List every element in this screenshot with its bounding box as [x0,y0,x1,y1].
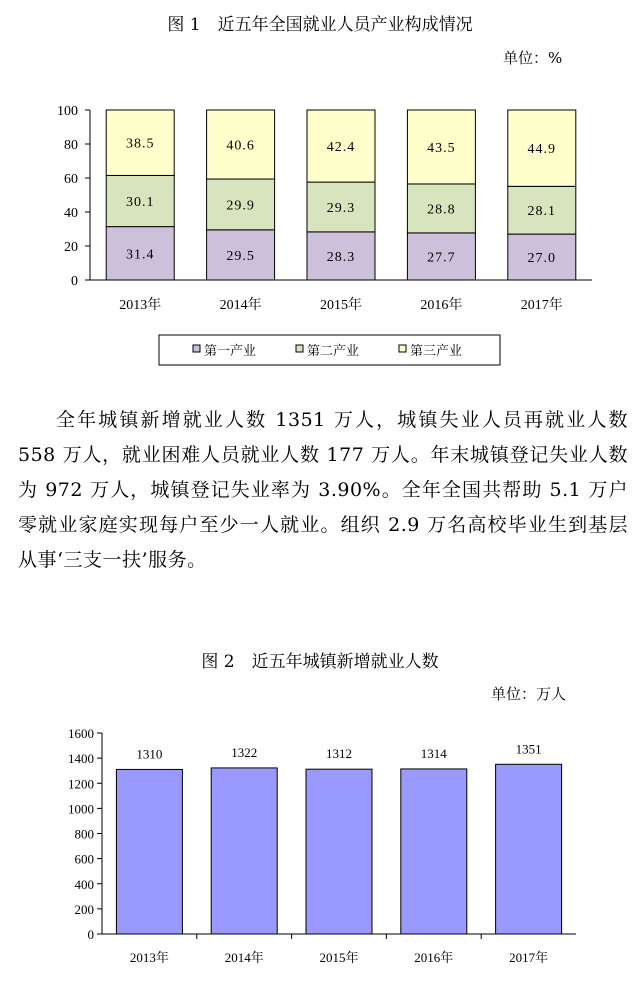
y-tick-label: 60 [64,172,78,187]
data-label: 43.5 [427,140,456,156]
data-label: 28.1 [527,204,557,220]
y-tick-label: 1400 [68,751,94,767]
y-tick-label: 0 [71,274,78,289]
data-label: 28.8 [427,202,456,218]
data-label: 1312 [326,746,352,762]
data-label: 27.0 [527,251,557,267]
legend-label: 第三产业 [410,343,463,358]
data-label: 31.4 [125,247,155,263]
x-tick-label: 2014年 [224,950,264,965]
x-tick-label: 2015年 [320,298,362,313]
figure1-title: 图 1 近五年全国就业人员产业构成情况 [167,15,473,35]
data-label: 1322 [231,744,258,760]
y-tick-label: 600 [74,851,94,867]
x-tick-label: 2014年 [219,298,262,313]
y-tick-label: 1000 [68,801,94,817]
y-tick-label: 100 [57,104,78,119]
x-tick-label: 2016年 [420,298,463,313]
body-paragraph: 全年城镇新增就业人数 1351 万人，城镇失业人员再就业人数 558 万人，就业困难人员就业人数 177 万人。年末城镇登记失业人数为 972 万人，城镇登记失业率为 3.90%。全年全国共帮助 5.1 万户零就业家庭实现每户至少一人就业。组织 2.9 万名高校毕业生到基层从事‘三支一扶’服务。 [18,409,628,571]
y-tick-label: 40 [64,206,78,221]
bar [306,769,372,934]
y-tick-label: 0 [87,927,94,942]
bar [401,769,467,934]
data-label: 1351 [515,741,542,757]
data-label: 1314 [420,745,447,761]
figure2-title: 图 2 近五年城镇新增就业人数 [201,652,439,672]
data-label: 40.6 [226,138,255,154]
bar [116,769,182,934]
data-label: 42.4 [326,140,356,156]
data-label: 1310 [136,746,163,762]
y-tick-label: 1200 [68,776,94,792]
y-tick-label: 400 [74,876,94,892]
bar [496,764,562,934]
figure1-unit: 单位：% [503,49,563,67]
x-tick-label: 2013年 [129,950,169,965]
x-tick-label: 2017年 [520,298,563,313]
data-label: 30.1 [125,195,155,211]
x-tick-label: 2016年 [414,950,454,965]
y-tick-label: 200 [74,901,94,917]
y-tick-label: 80 [64,138,78,153]
data-label: 29.3 [326,200,356,216]
y-tick-label: 20 [64,240,78,255]
x-tick-label: 2017年 [509,950,549,965]
y-tick-label: 800 [74,826,94,842]
data-label: 29.5 [226,248,255,264]
legend-label: 第二产业 [307,343,360,358]
legend-label: 第一产业 [204,343,257,358]
data-label: 44.9 [527,142,557,158]
x-tick-label: 2013年 [119,298,162,313]
data-label: 38.5 [125,136,155,152]
data-label: 28.3 [326,249,356,265]
y-tick-label: 1600 [68,726,94,741]
figure2-unit: 单位：万人 [491,685,567,703]
bar [211,768,277,934]
data-label: 29.9 [226,198,255,214]
x-tick-label: 2015年 [319,950,359,965]
data-label: 27.7 [427,250,456,266]
